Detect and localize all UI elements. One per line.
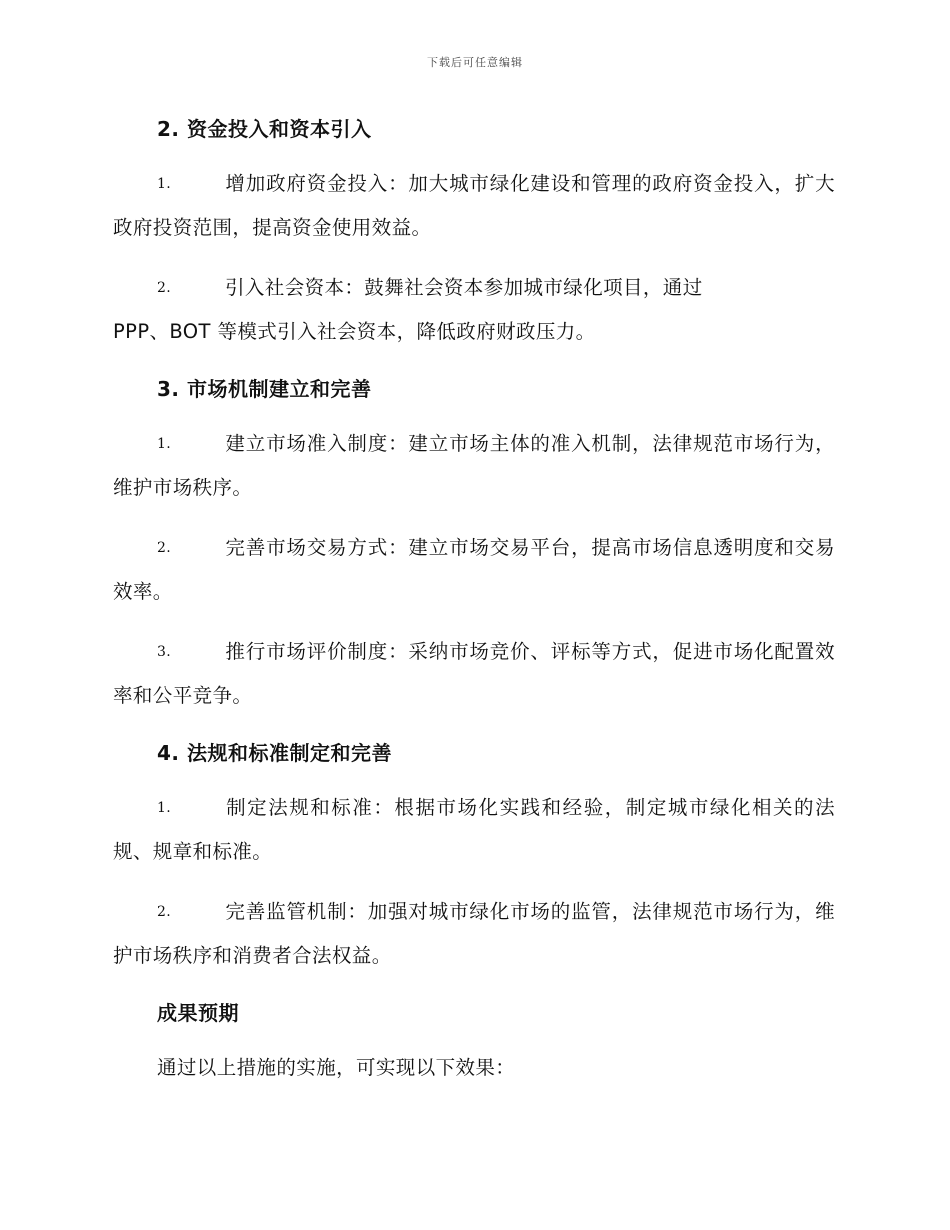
list-item — [113, 266, 835, 354]
list-item-number: 2. — [157, 280, 172, 296]
list-item-number: 2. — [157, 540, 172, 556]
section-heading: 4. 法规和标准制定和完善 — [157, 741, 392, 765]
list-item — [113, 630, 835, 718]
outcome-heading: 成果预期 — [157, 1001, 239, 1025]
list-item-text: 推行市场评价制度：采纳市场竞价、评标等方式，促进市场化配置效率和公平竞争。 — [113, 640, 835, 707]
list-item-text: 制定法规和标准：根据市场化实践和经验，制定城市绿化相关的法规、规章和标准。 — [113, 796, 835, 863]
list-item-text: 引入社会资本：鼓舞社会资本参加城市绿化项目，通过 — [225, 276, 703, 299]
list-item — [113, 890, 835, 978]
list-item-number: 1. — [157, 176, 172, 192]
list-item-text-continued: PPP、BOT 等模式引入社会资本，降低政府财政压力。 — [113, 320, 596, 343]
section-heading: 2. 资金投入和资本引入 — [157, 117, 372, 141]
list-item-number: 2. — [157, 904, 172, 920]
page-header-note: 下载后可任意编辑 — [427, 56, 523, 69]
outcome-intro: 通过以上措施的实施，可实现以下效果： — [157, 1056, 516, 1079]
list-item-text: 完善市场交易方式：建立市场交易平台，提高市场信息透明度和交易效率。 — [113, 536, 835, 603]
list-item-number: 1. — [157, 800, 172, 816]
list-item — [113, 526, 835, 614]
list-item-text: 增加政府资金投入：加大城市绿化建设和管理的政府资金投入，扩大政府投资范围，提高资金使用效益。 — [113, 172, 835, 239]
list-item — [113, 786, 835, 874]
list-item-text: 建立市场准入制度：建立市场主体的准入机制，法律规范市场行为，维护市场秩序。 — [113, 432, 835, 499]
document-body — [113, 112, 835, 1090]
list-item-number: 1. — [157, 436, 172, 452]
list-item-text: 完善监管机制：加强对城市绿化市场的监管，法律规范市场行为，维护市场秩序和消费者合法权益。 — [113, 900, 835, 967]
section-heading: 3. 市场机制建立和完善 — [157, 377, 372, 401]
list-item — [113, 162, 835, 250]
list-item — [113, 422, 835, 510]
list-item-number: 3. — [157, 644, 172, 660]
